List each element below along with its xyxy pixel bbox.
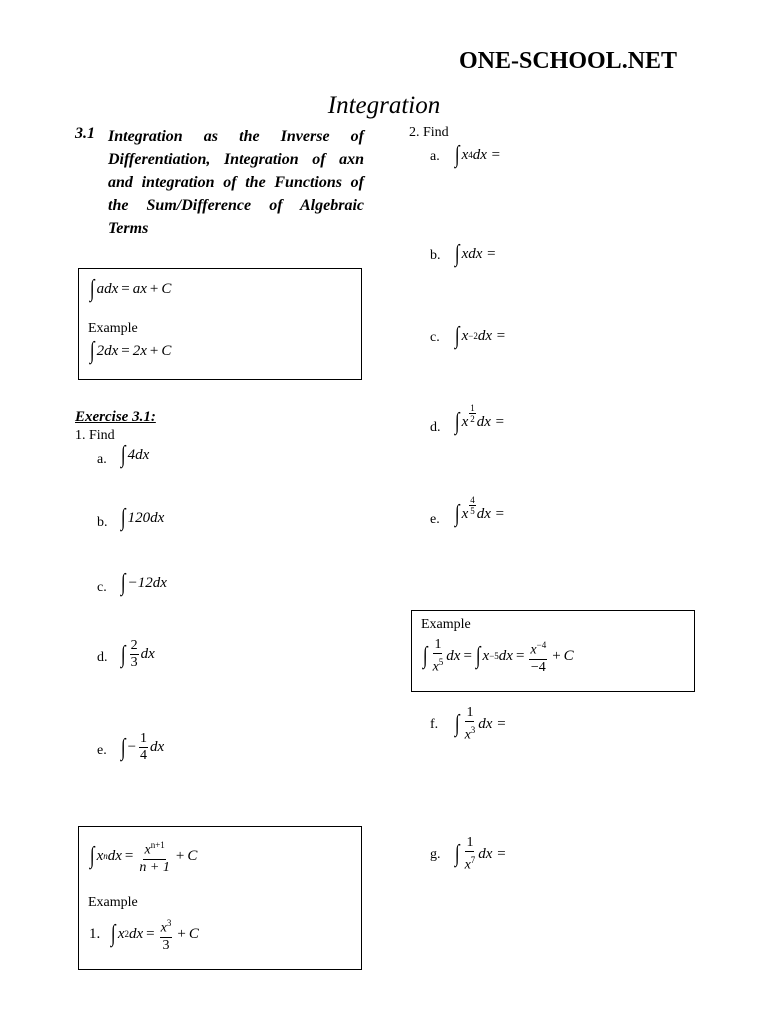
rule-box-power [78, 826, 362, 970]
q1-label-c: c. [97, 580, 107, 595]
q1-label-d: d. [97, 650, 108, 665]
site-name: ONE-SCHOOL.NET [459, 48, 678, 74]
question-2-prompt: 2. Find [409, 125, 449, 140]
rule-box-constant [78, 268, 362, 380]
example-box-negative-power [411, 610, 695, 692]
example-label: Example [88, 895, 138, 910]
power-rule: ∫ x n dx = $\frac{x^{n+1}}{n + 1}$ + C [89, 837, 197, 876]
section-title: Integration as the Inverse of Differentiation, Integration of axn and integration of the Functions of the Sum/Difference of Algebraic Terms [108, 128, 364, 237]
exercise-heading: Exercise 3.1: [75, 409, 156, 425]
question-1-prompt: 1. Find [75, 428, 115, 443]
q2-item-b: ∫ xdx = [454, 241, 497, 267]
q2-item-f: ∫ $\frac{1}{x^3}$ dx = [454, 705, 507, 743]
example-label: Example [88, 321, 138, 336]
negative-power-example: ∫ $\frac{1}{x^5}$ dx = ∫ x −5 dx = $\frac{x^{-4}}{-4}$ + C [422, 637, 574, 675]
rule-constant: ∫ adx = ax + C [89, 276, 172, 302]
q2-label-b: b. [430, 248, 441, 263]
q2-item-d: ∫ x $\frac{1}{2}$ dx = [454, 402, 505, 435]
section-number: 3.1 [75, 125, 95, 142]
q2-item-e: ∫ x $\frac{4}{5}$ dx = [454, 494, 505, 527]
power-example: 1. ∫ x 2 dx = $\frac{x^3}{3}$ + C [89, 915, 199, 954]
q1-label-a: a. [97, 452, 107, 467]
q2-item-c: ∫ x −2 dx = [454, 323, 506, 349]
q2-label-e: e. [430, 512, 440, 527]
q1-item-a: ∫ 4dx [120, 442, 150, 468]
page-title: Integration [327, 92, 441, 119]
q1-label-b: b. [97, 515, 108, 530]
example-label: Example [421, 617, 471, 632]
q2-label-g: g. [430, 847, 441, 862]
q2-label-f: f. [430, 717, 439, 732]
q1-item-d: ∫ $\frac{2}{3}$ dx [120, 638, 155, 670]
q2-label-c: c. [430, 330, 440, 345]
q1-item-e: ∫ − $\frac{1}{4}$ dx [120, 731, 165, 763]
q2-item-a: ∫ x 4 dx = [454, 142, 501, 168]
q1-item-b: ∫ 120dx [120, 505, 165, 531]
q1-item-c: ∫ −12dx [120, 570, 167, 596]
example-constant: ∫ 2dx = 2x + C [89, 338, 172, 364]
q1-label-e: e. [97, 743, 107, 758]
q2-item-g: ∫ $\frac{1}{x^7}$ dx = [454, 835, 507, 873]
q2-label-d: d. [430, 420, 441, 435]
q2-label-a: a. [430, 149, 440, 164]
